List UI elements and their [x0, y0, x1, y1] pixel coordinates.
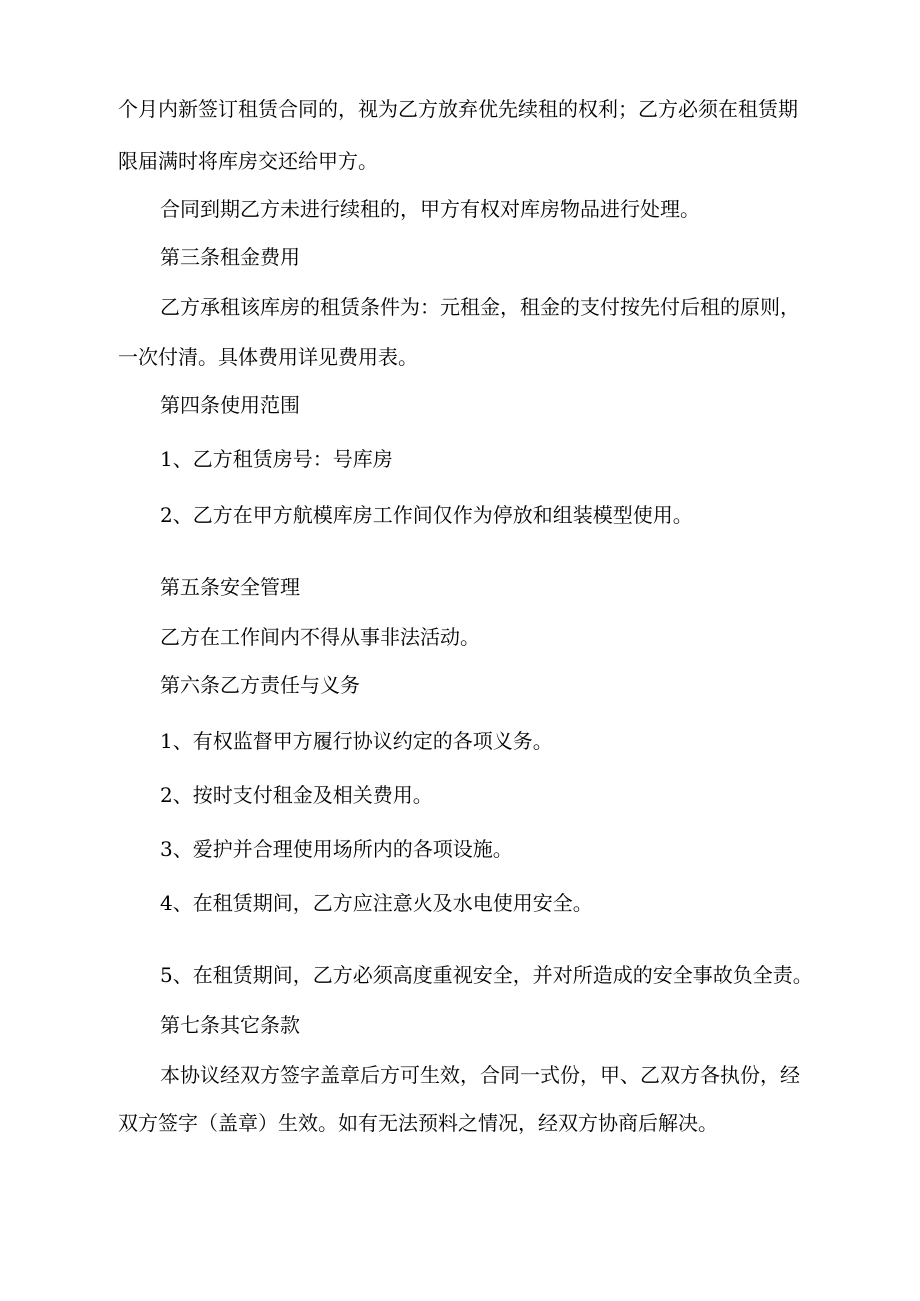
section-heading: 第四条使用范围 [160, 393, 300, 417]
paragraph-line: 乙方在工作间内不得从事非法活动。 [160, 625, 480, 649]
list-item: 2、乙方在甲方航模库房工作间仅作为停放和组装模型使用。 [160, 503, 693, 527]
paragraph-line: 双方签字（盖章）生效。如有无法预料之情况，经双方协商后解决。 [118, 1111, 718, 1135]
paragraph-line: 乙方承租该库房的租赁条件为：元租金，租金的支付按先付后租的原则， [160, 295, 800, 319]
paragraph-line: 个月内新签订租赁合同的，视为乙方放弃优先续租的权利；乙方必须在租赁期 [118, 97, 798, 121]
section-heading: 第五条安全管理 [160, 575, 300, 599]
list-item: 1、有权监督甲方履行协议约定的各项义务。 [160, 729, 553, 753]
section-heading: 第六条乙方责任与义务 [160, 673, 360, 697]
list-item: 5、在租赁期间，乙方必须高度重视安全，并对所造成的安全事故负全责。 [160, 963, 813, 987]
paragraph-line: 一次付清。具体费用详见费用表。 [118, 345, 418, 369]
list-item: 2、按时支付租金及相关费用。 [160, 783, 433, 807]
list-item: 3、爱护并合理使用场所内的各项设施。 [160, 837, 513, 861]
list-item: 4、在租赁期间，乙方应注意火及水电使用安全。 [160, 891, 593, 915]
section-heading: 第七条其它条款 [160, 1013, 300, 1037]
paragraph-line: 本协议经双方签字盖章后方可生效，合同一式份，甲、乙双方各执份，经 [160, 1063, 800, 1087]
list-item: 1、乙方租赁房号：号库房 [160, 447, 393, 471]
paragraph-line: 合同到期乙方未进行续租的，甲方有权对库房物品进行处理。 [160, 197, 700, 221]
section-heading: 第三条租金费用 [160, 245, 300, 269]
paragraph-line: 限届满时将库房交还给甲方。 [118, 149, 378, 173]
